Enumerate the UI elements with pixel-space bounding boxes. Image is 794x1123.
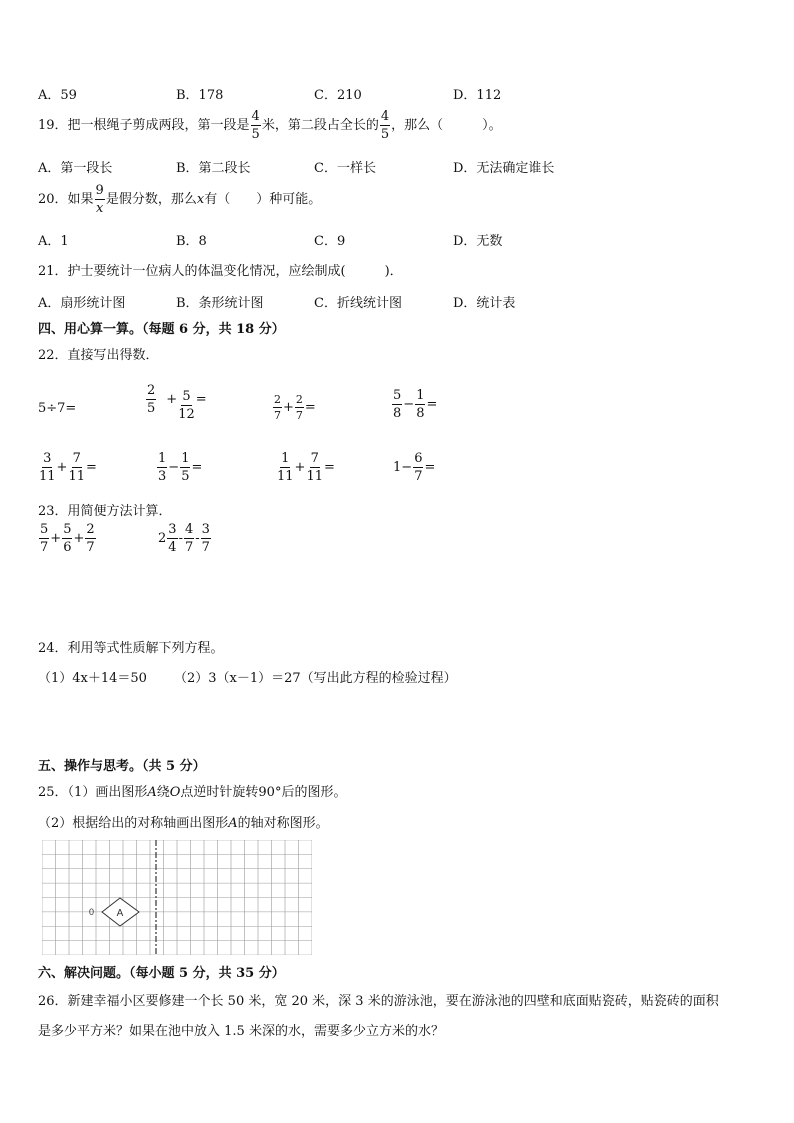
- q19-option-c: C．一样长: [314, 161, 376, 176]
- q19-fraction-2: $\frac{4}{5}$: [380, 109, 390, 142]
- q23-expr-1: $\frac{5}{7}$ + $\frac{5}{6}$ + $\frac{2}{7}$: [40, 522, 95, 555]
- q26-line-2: 是多少平方米？如果在池中放入 1.5 米深的水，需要多少立方米的水？: [38, 1024, 444, 1039]
- q22-expr-6: $\frac{1}{3}$ − $\frac{1}{5}$ =: [158, 451, 203, 484]
- q20-option-c: C．9: [314, 234, 346, 249]
- grid: [42, 840, 312, 955]
- q19-mid: 米，第二段占全长的: [261, 118, 379, 133]
- q20-option-a: A．1: [38, 234, 69, 249]
- q20-stem: 20．如果 $\frac{9}{x}$ 是假分数，那么x有（ ）种可能。: [38, 183, 322, 216]
- q20-fraction: $\frac{9}{x}$: [95, 183, 104, 216]
- q19-option-b: B．第二段长: [176, 161, 251, 176]
- q25-part-1: 25．（1）画出图形A绕O点逆时针旋转90°后的图形。: [38, 785, 347, 800]
- q22-expr-7: $\frac{1}{11}$ + $\frac{7}{11}$ =: [277, 451, 335, 484]
- q21-option-a: A．扇形统计图: [38, 296, 126, 311]
- q19-stem: [38, 110, 502, 141]
- q22-expr-1: 5÷7=: [38, 401, 77, 416]
- q19-option-d: D．无法确定谁长: [453, 161, 555, 176]
- q25-grid-figure: [42, 840, 312, 955]
- section-4-title: 四、用心算一算。（每题 6 分，共 18 分）: [38, 322, 285, 337]
- q22-expr-2: $\frac{2}{5}$ + $\frac{5}{12}$ =: [147, 383, 207, 422]
- q19-suffix: ，那么（ ）。: [391, 118, 502, 133]
- q23-title: 23．用简便方法计算．: [38, 504, 172, 519]
- q25-part-2: （2）根据给出的对称轴画出图形A的轴对称图形。: [38, 816, 329, 831]
- q22-expr-5: $\frac{3}{11}$ + $\frac{7}{11}$ =: [39, 451, 97, 484]
- point-o-label: 0: [88, 907, 94, 917]
- q21-option-d: D．统计表: [453, 296, 516, 311]
- q19-fraction-1: $\frac{4}{5}$: [251, 109, 260, 142]
- section-6-title: 六、解决问题。（每小题 5 分，共 35 分）: [38, 966, 285, 981]
- q20-option-d: D．无数: [453, 234, 503, 249]
- q22-title: 22．直接写出得数．: [38, 348, 159, 363]
- q18-option-b: B．178: [176, 88, 224, 103]
- q24-part-2: （2）3（x－1）＝27（写出此方程的检验过程）: [174, 671, 457, 686]
- q18-option-a: A．59: [38, 88, 77, 103]
- q22-expr-3: $\frac{2}{7}$ + $\frac{2}{7}$ =: [274, 393, 316, 422]
- q21-stem: 21．护士要统计一位病人的体温变化情况，应绘制成( )．: [38, 264, 403, 279]
- q22-expr-8: 1− $\frac{6}{7}$ =: [393, 451, 436, 484]
- q23-expr-2: 2 $\frac{3}{4}$ - $\frac{4}{7}$ - $\frac{3}{7}$: [158, 522, 210, 555]
- section-5-title: 五、操作与思考。（共 5 分）: [38, 759, 206, 774]
- q21-option-c: C．折线统计图: [314, 296, 402, 311]
- q18-option-c: C．210: [314, 88, 362, 103]
- q20-option-b: B．8: [176, 234, 207, 249]
- q24-title: 24．利用等式性质解下列方程。: [38, 641, 224, 656]
- q19-prefix: 19．把一根绳子剪成两段，第一段是: [38, 118, 250, 133]
- q24-part-1: （1）4x＋14＝50: [38, 671, 147, 686]
- shape-a-label: A: [116, 908, 124, 919]
- q21-option-b: B．条形统计图: [176, 296, 264, 311]
- q19-option-a: A．第一段长: [38, 161, 113, 176]
- q22-expr-4: $\frac{5}{8}$ − $\frac{1}{8}$ =: [393, 388, 438, 421]
- q26-line-1: 26．新建幸福小区要修建一个长 50 米，宽 20 米，深 3 米的游泳池，要在游泳池的四壁和底面贴瓷砖，贴瓷砖的面积: [38, 994, 719, 1009]
- q18-option-d: D．112: [453, 88, 502, 103]
